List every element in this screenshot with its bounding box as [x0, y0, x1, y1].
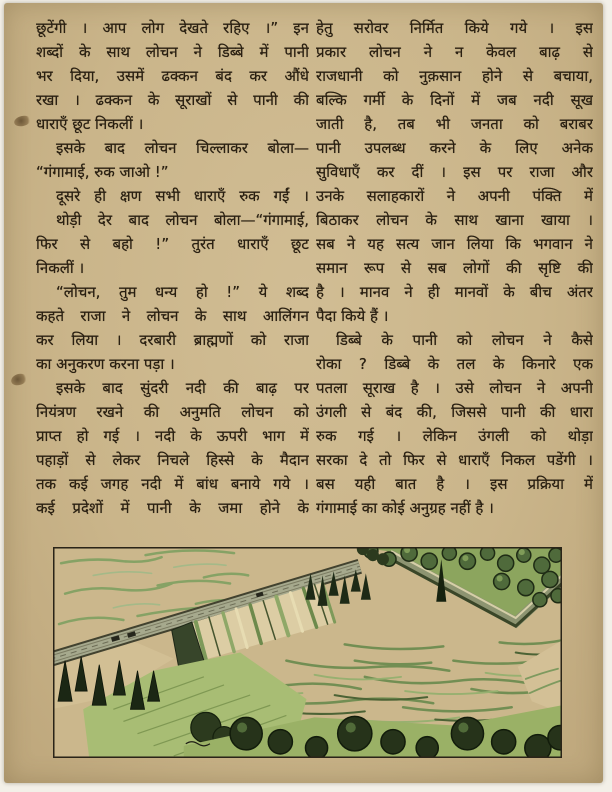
book-page	[4, 3, 603, 783]
text-line: सुविधाएँ कर दीं । इस पर राजा और	[316, 163, 593, 181]
binding-hole-bottom	[10, 372, 29, 387]
text-line: तक कई जगह नदी में बांध बनाये गये ।	[36, 475, 309, 493]
text-line: रुक गई । लेकिन उंगली को थोड़ा	[316, 427, 593, 445]
text-line: भर दिया, उसमें ढक्कन बंद कर औंधे	[36, 67, 309, 85]
text-line: सरका दे तो फिर से धाराएँ निकल पडेंगी ।	[316, 451, 593, 469]
text-line: कहते राजा ने लोचन के साथ आलिंगन	[36, 307, 309, 325]
text-line: समान रूप से सब लोगों की सृष्टि की	[316, 259, 593, 277]
text-line: प्रकार लोचन ने न केवल बाढ़ से	[316, 43, 593, 61]
text-column-left	[36, 16, 309, 520]
text-line: “लोचन, तुम धन्य हो !” ये शब्द	[56, 283, 309, 301]
text-line: पैदा किये हैं ।	[316, 307, 389, 325]
text-line: का अनुकरण करना पड़ा ।	[36, 355, 175, 373]
text-line: गंगामाई का कोई अनुग्रह नहीं है ।	[316, 499, 494, 517]
dam-illustration	[53, 547, 562, 758]
text-line: निकलीं ।	[36, 259, 85, 277]
text-line: पहाड़ों से लेकर निचले हिस्से के मैदान	[36, 451, 309, 469]
text-line: डिब्बे के पानी को लोचन ने कैसे	[336, 331, 593, 349]
text-line: पतला सूराख है । उसे लोचन ने अपनी	[316, 379, 593, 397]
text-line: बस यही बात है । इस प्रक्रिया में	[316, 475, 593, 493]
text-line: “गंगामाई, रुक जाओ !”	[36, 163, 169, 181]
binding-hole-top	[13, 114, 32, 128]
text-line: पानी उपलब्ध करने के लिए अनेक	[316, 139, 593, 157]
text-line: थोड़ी देर बाद लोचन बोला—“गंगामाई,	[56, 211, 309, 229]
text-line: इसके बाद लोचन चिल्लाकर बोला—	[56, 139, 309, 157]
text-line: बिठाकर लोचन के साथ खाना खाया ।	[316, 211, 593, 229]
text-line: नियंत्रण रखने की अनुमति लोचन को	[36, 403, 309, 421]
dam-illustration-svg	[53, 547, 562, 758]
text-line: उंगली से बंद की, जिससे पानी की धारा	[316, 403, 593, 421]
text-line: छूटेंगी । आप लोग देखते रहिए ।” इन	[36, 19, 309, 37]
text-line: है । मानव ने ही मानवों के बीच अंतर	[316, 283, 593, 301]
text-line: सब ने यह सत्य जान लिया कि भगवान ने	[316, 235, 593, 253]
text-line: जाती है, तब भी जनता को बराबर	[316, 115, 593, 133]
text-line: धाराएँ छूट निकलीं ।	[36, 115, 144, 133]
text-line: कई प्रदेशों में पानी के जमा होने के	[36, 499, 309, 517]
text-line: रखा । ढक्कन के सूराखों से पानी की	[36, 91, 309, 109]
text-line: शब्दों के साथ लोचन ने डिब्बे में पानी	[36, 43, 309, 61]
text-line: रोका ? डिब्बे के तल के किनारे एक	[316, 355, 593, 373]
text-line: राजधानी को नुक़सान होने से बचाया,	[316, 67, 593, 85]
text-column-right	[316, 16, 593, 520]
text-line: इसके बाद सुंदरी नदी की बाढ़ पर	[56, 379, 309, 397]
text-line: हेतु सरोवर निर्मित किये गये । इस	[316, 19, 593, 37]
text-line: दूसरे ही क्षण सभी धाराएँ रुक गईं ।	[56, 187, 309, 205]
text-line: प्राप्त हो गई । नदी के ऊपरी भाग में	[36, 427, 309, 445]
text-line: बल्कि गर्मी के दिनों में जब नदी सूख	[316, 91, 593, 109]
text-line: कर लिया । दरबारी ब्राह्मणों को राजा	[36, 331, 309, 349]
text-line: फिर से बहो !” तुरंत धाराएँ छूट	[36, 235, 309, 253]
text-line: उनके सलाहकारों ने अपनी पंक्ति में	[316, 187, 593, 205]
